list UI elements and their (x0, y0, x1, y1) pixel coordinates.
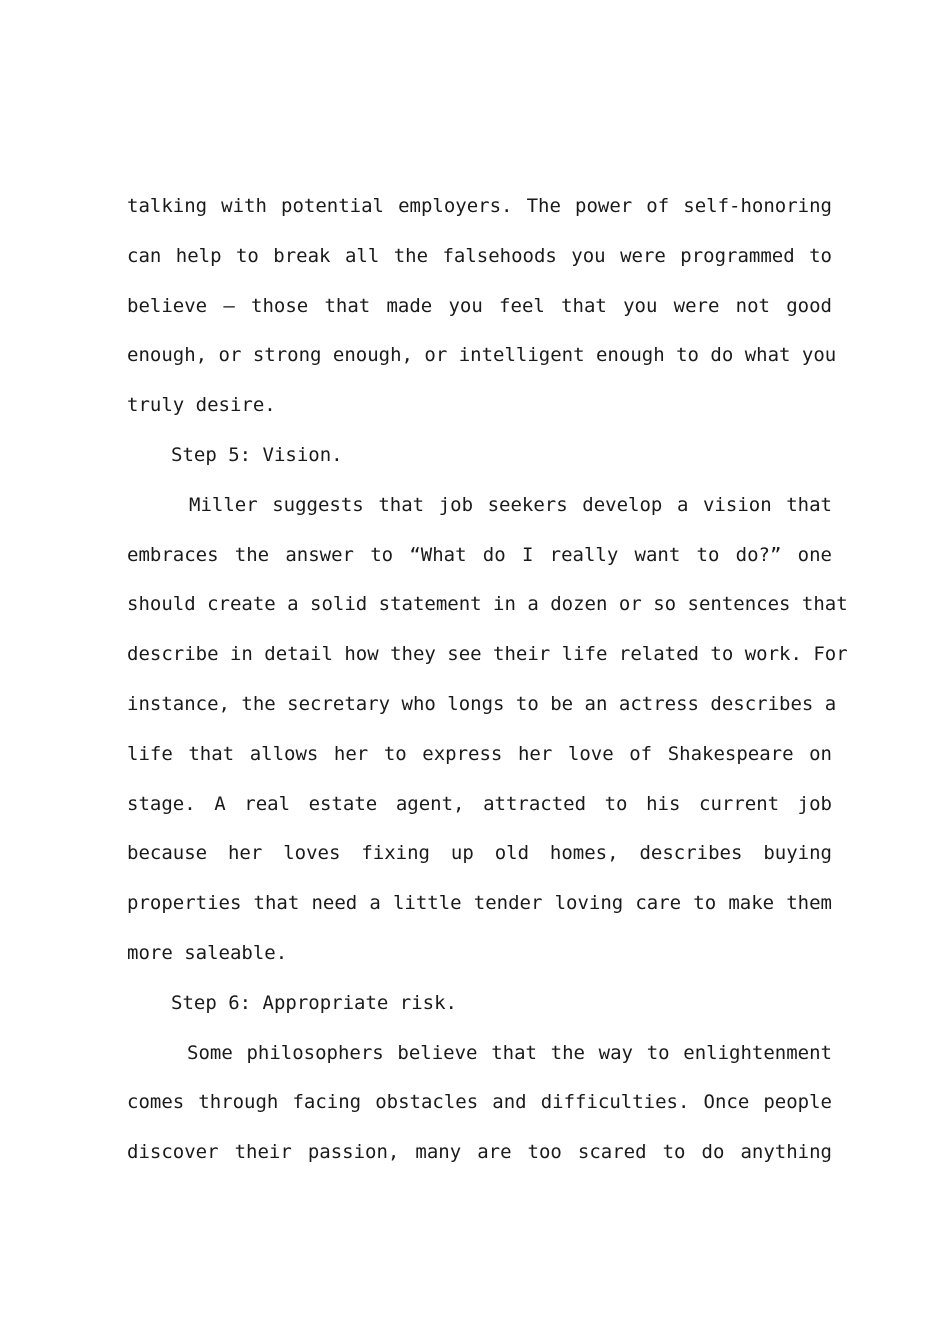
text-line: should create a solid statement in a dozen or so sentences that (127, 593, 848, 616)
text-line: instance, the secretary who longs to be an actress describes a (127, 692, 837, 715)
step-heading: Step 5: Vision. (171, 443, 343, 466)
text-line: believe – those that made you feel that you were not good (127, 294, 832, 317)
text-line: because her loves fixing up old homes, describes buying (127, 842, 832, 865)
text-line: Some philosophers believe that the way to enlightenment (187, 1041, 832, 1064)
text-line: discover their passion, many are too scared to do anything (127, 1141, 832, 1164)
text-line: truly desire. (127, 394, 276, 417)
text-line: comes through facing obstacles and difficulties. Once people (127, 1091, 832, 1114)
text-line: embraces the answer to “What do I really want to do?” one (127, 543, 832, 566)
body-text (127, 182, 848, 1178)
text-line: Miller suggests that job seekers develop a vision that (189, 493, 832, 516)
text-line: stage. A real estate agent, attracted to his current job (127, 792, 832, 815)
text-line: properties that need a little tender loving care to make them (127, 892, 832, 915)
text-line: talking with potential employers. The power of self-honoring (127, 195, 832, 217)
text-line: can help to break all the falsehoods you were programmed to (127, 244, 832, 267)
text-line: describe in detail how they see their life related to work. For (127, 643, 848, 666)
text-line: more saleable. (127, 941, 288, 964)
text-line: enough, or strong enough, or intelligent enough to do what you (127, 344, 837, 367)
text-line: life that allows her to express her love of Shakespeare on (127, 742, 832, 765)
step-heading: Step 6: Appropriate risk. (171, 991, 457, 1014)
